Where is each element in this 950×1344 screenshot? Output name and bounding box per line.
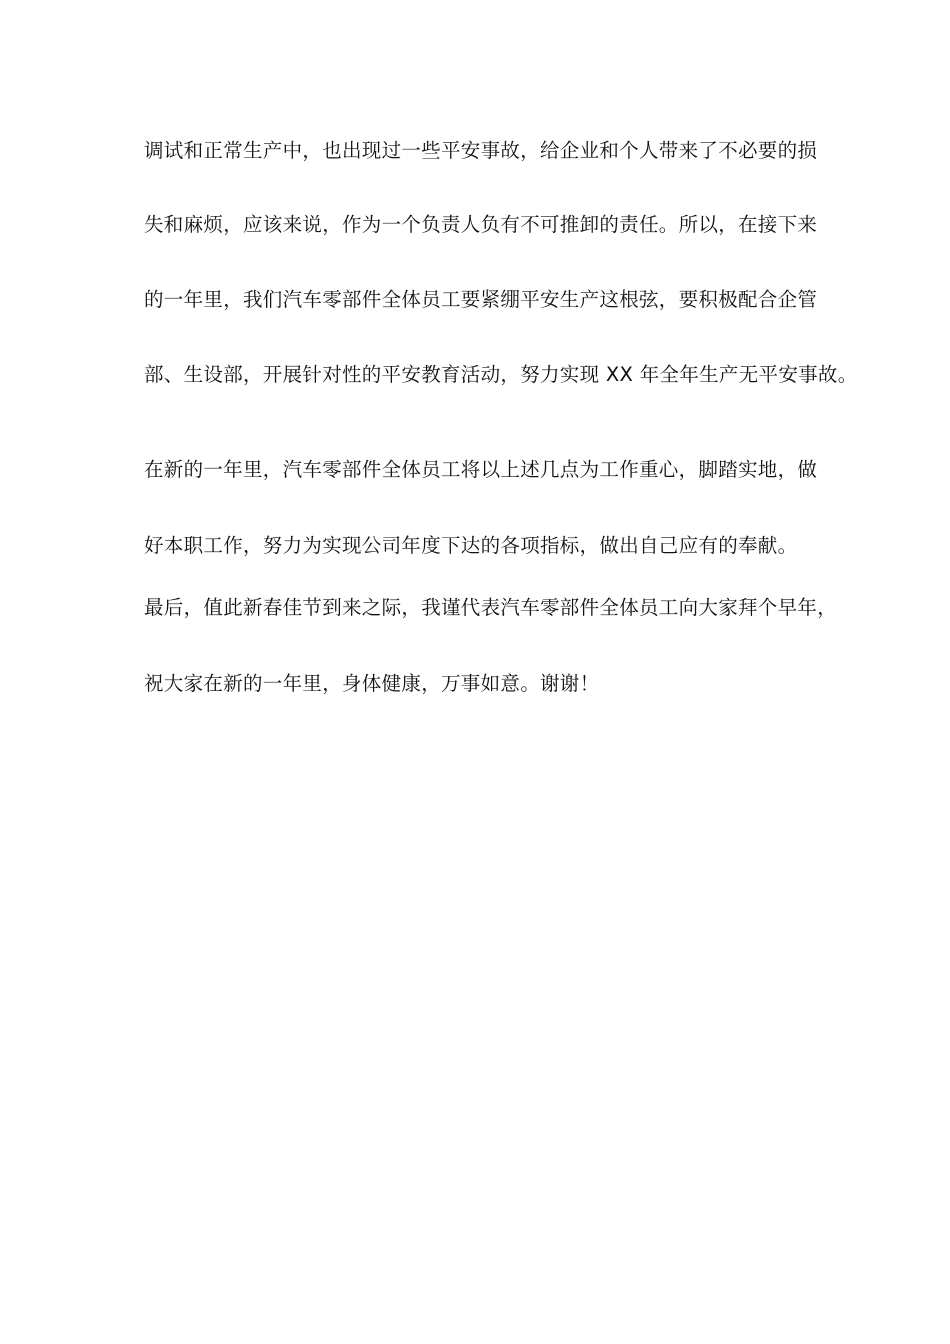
text-line-4: 部、生设部，开展针对性的平安教育活动，努力实现 XX 年全年生产无平安事故。 (144, 363, 858, 386)
text-line-1: 调试和正常生产中，也出现过一些平安事故，给企业和个人带来了不必要的损 (144, 139, 818, 162)
text-line-5: 在新的一年里，汽车零部件全体员工将以上述几点为工作重心，脚踏实地，做 (144, 458, 818, 481)
text-line-7: 最后，值此新春佳节到来之际，我谨代表汽车零部件全体员工向大家拜个早年， (144, 596, 838, 619)
text-line-6: 好本职工作，努力为实现公司年度下达的各项指标，做出自己应有的奉献。 (144, 534, 798, 557)
text-line-3: 的一年里，我们汽车零部件全体员工要紧绷平安生产这根弦，要积极配合企管 (144, 288, 818, 311)
text-line-2: 失和麻烦，应该来说，作为一个负责人负有不可推卸的责任。所以，在接下来 (144, 213, 818, 236)
text-line-8: 祝大家在新的一年里，身体健康，万事如意。谢谢！ (144, 672, 600, 695)
